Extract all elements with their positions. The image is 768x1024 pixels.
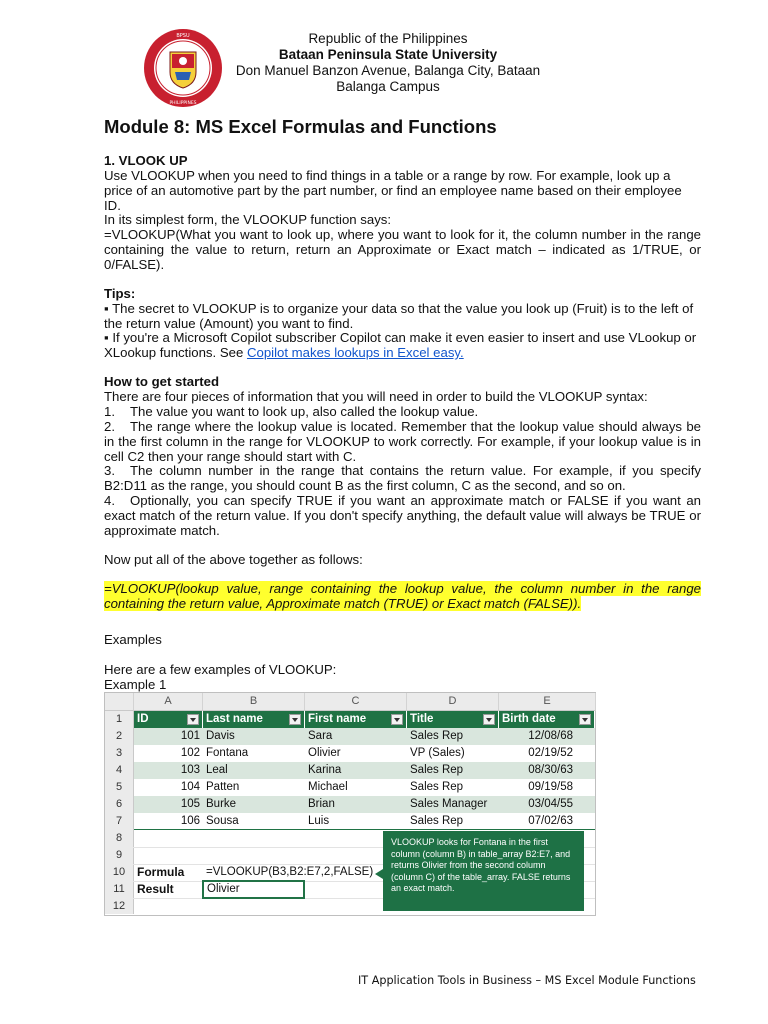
page-title: Module 8: MS Excel Formulas and Functions — [104, 116, 497, 137]
row-number: 8 — [105, 830, 134, 847]
table-cell: Fontana — [203, 745, 305, 762]
table-header-last-name — [203, 711, 305, 728]
table-cell: Leal — [203, 762, 305, 779]
header-university-name: Bataan Peninsula State University — [278, 47, 498, 62]
table-cell: Brian — [305, 796, 407, 813]
table-cell: Michael — [305, 779, 407, 796]
header-label: First name — [308, 713, 367, 725]
header-republic: Republic of the Philippines — [308, 31, 468, 46]
table-cell: Luis — [305, 813, 407, 830]
formula-label: Formula — [137, 865, 185, 879]
svg-text:BPSU: BPSU — [176, 33, 190, 39]
row-number: 9 — [105, 847, 134, 864]
row-number: 5 — [105, 779, 134, 796]
list-number: 2. — [104, 419, 115, 434]
list-item-text: The value you want to look up, also called the lookup value. — [130, 404, 479, 419]
table-cell: Sales Rep — [407, 779, 499, 796]
row-number: 11 — [105, 881, 134, 898]
filter-dropdown-icon — [187, 714, 199, 725]
section-heading-vlookup: 1. VLOOK UP — [104, 153, 188, 168]
table-header-id — [134, 711, 203, 728]
university-seal-logo — [143, 28, 223, 108]
put-together-line: Now put all of the above together as follows: — [104, 552, 363, 567]
header-address: Don Manuel Banzon Avenue, Balanga City, Bataan — [235, 63, 541, 78]
table-cell: Sales Rep — [407, 762, 499, 779]
table-cell: Davis — [203, 728, 305, 745]
table-cell: Olivier — [305, 745, 407, 762]
get-started-heading: How to get started — [104, 374, 220, 389]
table-cell: 02/19/52 — [499, 745, 595, 762]
column-header-e: E — [499, 693, 596, 711]
row-number: 1 — [105, 711, 134, 728]
list-item-text: The range where the lookup value is located. Remember that the lookup value should always be in the first column in the range for VLOOKUP to work correctly. For example, if your lookup value is in cell C2 then your range should start with C. — [104, 419, 701, 464]
examples-intro: Here are a few examples of VLOOKUP: — [104, 662, 337, 677]
row-number: 3 — [105, 745, 134, 762]
header-label: Title — [410, 713, 434, 725]
sheet-corner — [105, 693, 134, 711]
row-number: 10 — [105, 864, 134, 881]
tip-item-organize: ▪ The secret to VLOOKUP is to organize your data so that the value you look up (Fruit) is to the left of the return value (Amount) you want to find. — [104, 301, 694, 331]
table-cell: Burke — [203, 796, 305, 813]
vlookup-explanation-callout: VLOOKUP looks for Fontana in the first column (column B) in table_array B2:E7, and returns Olivier from the second column (column C) of the table_array. FALSE returns an exact match. — [383, 831, 584, 911]
table-header-title — [407, 711, 499, 728]
header-label: Last name — [206, 713, 263, 725]
get-started-intro: There are four pieces of information that you will need in order to build the VLOOKUP syntax: — [104, 389, 648, 404]
table-cell: 07/02/63 — [499, 813, 595, 830]
row-number: 6 — [105, 796, 134, 813]
table-cell: 106 — [134, 813, 203, 830]
result-label: Result — [137, 882, 174, 896]
filter-dropdown-icon — [391, 714, 403, 725]
table-cell: Sousa — [203, 813, 305, 830]
table-cell: 03/04/55 — [499, 796, 595, 813]
table-cell: 101 — [134, 728, 203, 745]
table-cell: 104 — [134, 779, 203, 796]
vlookup-intro-paragraph: Use VLOOKUP when you need to find things in a table or a range by row. For example, look up a price of an automotive part by the part number, or find an employee name based on their employee ID. — [104, 168, 682, 213]
column-header-c: C — [305, 693, 407, 711]
table-cell: 09/19/58 — [499, 779, 595, 796]
result-cell: Olivier — [202, 880, 305, 899]
table-cell: 105 — [134, 796, 203, 813]
list-item — [104, 419, 701, 464]
example-1-label: Example 1 — [104, 677, 167, 692]
header-label: Birth date — [502, 713, 556, 725]
list-item-text: The column number in the range that contains the return value. For example, if you specify B2:D11 as the range, you should count B as the first column, C as the second, and so on. — [104, 463, 701, 493]
highlighted-syntax: =VLOOKUP(lookup value, range containing the lookup value, the column number in the range containing the return value, Approximate match (TRUE) or Exact match (FALSE)). — [104, 581, 701, 611]
filter-dropdown-icon — [579, 714, 591, 725]
row-number: 12 — [105, 898, 134, 914]
filter-dropdown-icon — [483, 714, 495, 725]
row-number: 2 — [105, 728, 134, 745]
table-cell: Sara — [305, 728, 407, 745]
table-header-birth-date — [499, 711, 595, 728]
row-number: 7 — [105, 813, 134, 830]
tip-item-copilot — [104, 330, 701, 360]
svg-text:PHILIPPINES: PHILIPPINES — [169, 101, 197, 106]
filter-dropdown-icon — [289, 714, 301, 725]
table-cell: Karina — [305, 762, 407, 779]
table-cell: Sales Rep — [407, 728, 499, 745]
column-header-d: D — [407, 693, 499, 711]
vlookup-syntax-highlight — [104, 581, 701, 611]
table-cell: Patten — [203, 779, 305, 796]
examples-heading: Examples — [104, 632, 162, 647]
simplest-form-line: In its simplest form, the VLOOKUP function says: — [104, 212, 392, 227]
list-number: 1. — [104, 404, 115, 419]
row-number: 4 — [105, 762, 134, 779]
column-header-b: B — [203, 693, 305, 711]
copilot-lookups-link[interactable]: Copilot makes lookups in Excel easy. — [246, 345, 464, 360]
table-cell: 12/08/68 — [499, 728, 595, 745]
table-header-first-name — [305, 711, 407, 728]
list-number: 3. — [104, 463, 115, 478]
list-item-text: Optionally, you can specify TRUE if you want an approximate match or FALSE if you want an exact match of the return value. If you don't specify anything, the default value will always be TRUE or approximate match. — [104, 493, 701, 538]
header-label: ID — [137, 713, 149, 725]
header-campus: Balanga Campus — [336, 79, 440, 94]
list-number: 4. — [104, 493, 115, 508]
table-cell: VP (Sales) — [407, 745, 499, 762]
tips-heading: Tips: — [104, 286, 136, 301]
list-item — [104, 463, 701, 493]
column-header-a: A — [134, 693, 203, 711]
list-item — [104, 493, 701, 538]
tip-copilot-text: ▪ If you're a Microsoft Copilot subscriber Copilot can make it even easier to insert and use VLookup or XLookup functions. See — [104, 330, 697, 360]
table-cell: 08/30/63 — [499, 762, 595, 779]
formula-cell: =VLOOKUP(B3,B2:E7,2,FALSE) — [206, 866, 374, 878]
page-footer: IT Application Tools in Business – MS Excel Module Functions — [358, 974, 696, 987]
table-cell: Sales Manager — [407, 796, 499, 813]
table-cell: Sales Rep — [407, 813, 499, 830]
vlookup-syntax-description: =VLOOKUP(What you want to look up, where you want to look for it, the column number in the range containing the value to return, return an Approximate or Exact match – indicated as 1/TRUE, or 0/FALSE). — [104, 227, 701, 272]
table-cell: 102 — [134, 745, 203, 762]
list-item — [104, 404, 701, 419]
table-cell: 103 — [134, 762, 203, 779]
